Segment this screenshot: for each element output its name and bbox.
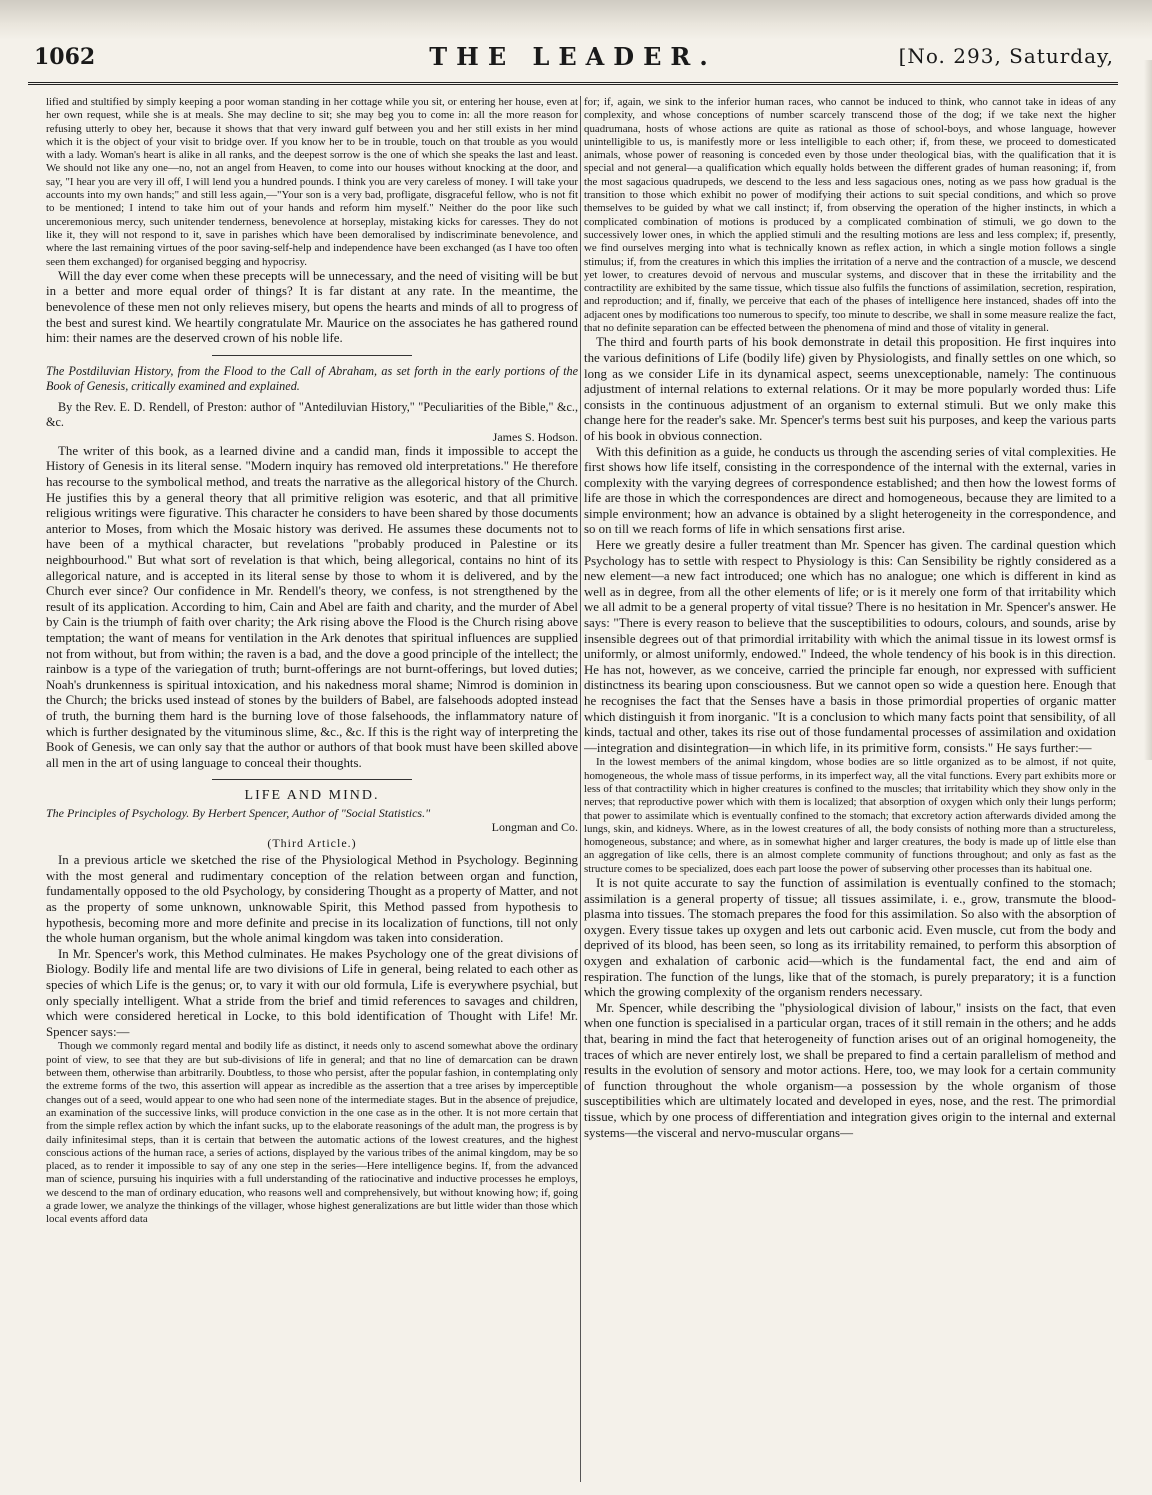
scan-shadow <box>0 0 1152 40</box>
block-quote: In the lowest members of the animal kingdom, whose bodies are so little organized as to be almost, if not quite, homogeneous, the whole mass of tissue performs, in its imperfect way, all the vital functions. Every part exhibits more or less of that contractility which in higher creatures is confined to the muscles; that irritability which they show only in the nerves; that reproductive power which with them is localized; that absorption of oxygen which only their lungs perform; that power to assimilate which is eventually confined to the stomach; that excretory action afterwards divided among the lungs, skin, and kidneys. Where, as in the lowest creatures of all, the body consists of nothing more than a structureless, homogeneous, substance; and where, as in somewhat higher and larger creatures, the body is made up of little else than an aggregation of like cells, there is an almost complete community of functions throughout; and only as fast as the structure comes to be specialized, does each part loose the power of subserving other processes than its habitual one. <box>584 756 1116 875</box>
issue-label: [No. 293, Saturday, <box>898 44 1114 68</box>
paragraph: Mr. Spencer, while describing the "physiological division of labour," insists on the fact, that even when one function is specialised in a particular organ, traces of it still remain in the others; and he adds that, bearing in mind the fact that heterogeneity of function arises out of an original homogeneity, the traces of which are never entirely lost, we shall be prepared to find a certain parallelism of method and results in the evolution of sensory and motor actions. Here, too, we may look for a certain community of function throughout the whole organism—a possession by the whole organism of those susceptibilities which are ultimately located and developed in eyes, nose, and the rest. The primordial tissue, which by one process of differentiation and integration gives origin to the internal and external systems—the visceral and nervo-muscular organs— <box>584 1000 1116 1140</box>
review-title: The Postdiluvian History, from the Flood to the Call of Abraham, as set forth in the early portions of the Book of Genesis, critically examined and explained. <box>46 363 578 393</box>
left-column <box>46 96 578 1484</box>
section-subtitle: The Principles of Psychology. By Herbert Spencer, Author of "Social Statistics." <box>46 806 431 821</box>
divider <box>212 779 412 780</box>
paragraph: In a previous article we sketched the rise of the Physiological Method in Psychology. Beginning with the most general and rudimentary conception of the relation between organ and function, fundamentally opposed to the old Psychology, by considering Thought as a property of Matter, and not as the property of some unknown, unknowable Spirit, this Method passed from hypothesis to hypothesis, becoming more and more definite and precise in its localization of functions, till not only the whole human organism, but the whole animal kingdom was taken into consideration. <box>46 853 578 946</box>
masthead: THE LEADER. <box>429 42 717 71</box>
column-divider <box>580 96 581 1482</box>
page-header <box>28 42 1118 85</box>
paragraph: With this definition as a guide, he conducts us through the ascending series of vital complexities. He first shows how life itself, consisting in the correspondence of the internal with the external, varies in complexity with the varying degrees of correspondence established; and then how the lowest forms of life are those in which the correspondences are direct and homogeneous, because they are limited to a simple environment; how an advance is obtained by a slight heterogeneity in the correspondence, and so on till we reach forms of life in which sensations first arise. <box>584 444 1116 537</box>
paragraph: It is not quite accurate to say the function of assimilation is eventually confined to the stomach; assimilation is a general property of tissue; all tissues assimilate, i. e., grow, transmute the blood-plasma into tissues. The stomach prepares the food for this assimilation. So also with the absorption of oxygen. Every tissue takes up oxygen and lets out carbonic acid. Even muscle, cut from the body and deprived of its blood, has been seen, so long as its irritability remained, to perform this absorption of oxygen and exhalation of carbonic acid—which is the fundamental fact, the end and aim of respiration. The function of the lungs, like that of the stomach, is purely preparatory; it is a function which the growing complexity of the organism renders necessary. <box>584 876 1116 1000</box>
review-publisher: James S. Hodson. <box>492 429 578 444</box>
paragraph: Here we greatly desire a fuller treatment than Mr. Spencer has given. The cardinal question which Psychology has to settle with respect to Physiology is this: Can Sensibility be rightly considered as a new element—a new fact introduced; one which has no analogue; one which is different in kind as well as in degree, from all the other elements of life; or is it merely one form of that irritability which we all admit to be a general property of vital tissue? There is no hesitation in Mr. Spencer's answer. He says: "There is every reason to believe that the susceptibilities to odours, colours, and sounds, arise by insensible degrees out of that primordial irritability with which the animal tissue in its lowest ormsf is uniformly, or almost uniformly, endowed." Indeed, the whole tendency of his book is in this direction. He has not, however, as we conceive, carried the principle far enough, nor expressed with sufficient distinctness its bearing upon consciousness. But we cannot open so wide a question here. Enough that he recognises the fact that the Senses have a basis in those primordial properties of organic matter which distinguish it from inorganic. "It is a conclusion to which many facts point that sensibility, of all kinds, tactual and other, takes its rise out of those fundamental processes of assimilation and oxidation—integration and disintegration—in which life, in its primitive form, consists." He says further:— <box>584 538 1116 755</box>
paragraph: The third and fourth parts of his book demonstrate in detail this proposition. He first inquires into the various definitions of Life (bodily life) given by Physiologists, and finally settles on one which, so long as we consider Life in its dynamical aspect, seems unexceptionable, namely: The continuous adjustment of internal relations to external relations. Or it may be more popularly worded thus: Life consists in the continuous adjustment of an organism to external stimuli. But we only make this change here for the reader's sake. Mr. Spencer's terms best suit his purposes, and keep the various parts of his book in obvious connection. <box>584 335 1116 443</box>
paragraph-continued: lified and stultified by simply keeping a poor woman standing in her cottage while you sit, or entering her house, even at her own request, while she is at meals. She may decline to sit; she may beg you to come in: all the more reason for refusing utterly to obey her, because it shows that that very inward gulf between you and her still exists in her mind which it is the object of your visit to bridge over. If you know her to be in trouble, touch on that trouble as you would with a lady. Woman's heart is alike in all ranks, and the deepest sorrow is the one of which she speaks the last and least. We should not like any one—no, not an angel from Heaven, to come into our houses without knocking at the door, and say, "I hear you are very ill off, I will lend you a hundred pounds. I think you are very careless of money. I will take your accounts into my own hands;" and still less again,—"Your son is a very bad, profligate, disgraceful fellow, who is not fit to be mentioned; I intend to take him out of your hands and reform him myself." Neither do the poor like such unceremonious mercy, such unitender tenderness, benevolence at horseplay, mistaking kicks for caresses. They do not like it, they will not respond to it, save in parishes which have been demoralised by indiscriminate benevolence, and where the last remaining virtues of the poor saving-self-help and independence have been exchanged (as I have too often seen them exchanged) for organised begging and hypocrisy. <box>46 96 578 268</box>
paragraph: In Mr. Spencer's work, this Method culminates. He makes Psychology one of the great divisions of Biology. Bodily life and mental life are two divisions of Life in general, being related to each other as species of which Life is the genus; or, to vary it with our old formula, Life is everywhere psychial, but only specially intelligent. What a stride from the brief and timid references to savages and children, which were considered heretical in Locke, to this bold identification of Thought with Life! Mr. Spencer says:— <box>46 946 578 1039</box>
article-label: (Third Article.) <box>267 836 357 851</box>
page-number: 1062 <box>34 44 96 70</box>
paragraph: Will the day ever come when these precepts will be unnecessary, and the need of visiting will be but in a better and more equal order of things? It is far distant at any rate. In the meantime, the benevolence of these men not only relieves misery, but opens the hearts and minds of all to progress of the best and surest kind. We heartily congratulate Mr. Maurice on the associates he has gathered round him: their names are the deserved crown of his noble life. <box>46 268 578 346</box>
block-quote-continued: for; if, again, we sink to the inferior human races, who cannot be induced to think, who cannot take in ideas of any complexity, and whose conceptions of number scarcely transcend those of the dog; if we take next the higher quadrumana, hosts of whose actions are quite as rational as those of school-boys, and whose language, however unintelligible to us, is manifestly more or less intelligible to each other; if, from these, we proceed to domesticated animals, whose power of reasoning is conceded even by those under theological bias, with the qualification that it is special and not general—a qualification which equally holds between the different grades of human reasoning; if, from the most sagacious quadrupeds, we descend to the less and less sagacious ones, noting as we pass how gradual is the transition to those which exhibit no power of modifying their actions to suit special conditions, and which so prove themselves to be guided by what we call instinct; if, from observing the operation of the higher instincts, in which a complicated combination of motions is produced by a complicated combination of stimuli, we go down to the successively lower ones, in which the applied stimuli and the resulting motions are less and less complex; if, presently, we find ourselves merging into what is technically known as reflex action, in which a single motion follows a single stimulus; if, from the creatures in which this implies the irritation of a nerve and the contraction of a muscle, we descend yet lower, to creatures devoid of nervous and muscular systems, and discover that in these the irritability and the contractility are exhibited by the same tissue, which tissue also fulfils the functions of assimilation, secretion, respiration, and reproduction; and if, finally, we perceive that each of the phases of intelligence here instanced, shades off into the adjacent ones by modifications too numerous to specify, too minute to describe, we shall in some measure realize the fact, that no definite separation can be effected between the phenomena of mind and those of vitality in general. <box>584 96 1116 335</box>
right-column <box>584 96 1116 1484</box>
page-edge <box>1144 60 1152 760</box>
divider <box>212 355 412 356</box>
review-author: By the Rev. E. D. Rendell, of Preston: author of "Antediluvian History," "Peculiarities of the Bible," &c., &c. <box>46 399 578 429</box>
section-publisher: Longman and Co. <box>491 820 578 835</box>
paragraph: The writer of this book, as a learned divine and a candid man, finds it impossible to accept the History of Genesis in its literal sense. "Modern inquiry has removed old interpretations." He therefore has recourse to the symbolical method, and treats the narrative as the allegorical history of the Church. He justifies this by a general theory that all primitive religion was esoteric, and that all primitive religious writings were figurative. This character he considers to have been shared by those documents anterior to Moses, from which the Mosaic history was derived. He assumes these documents not to have been of a mythical character, but revelations "probably produced in Palestine or its neighbourhood." But what sort of revelation is that which, being allegorical, contains no hint of its allegorical nature, and is accepted in its literal sense by those to whom it is delivered, and by the Church ever since? Our confidence in Mr. Rendell's theory, we confess, is not strengthened by the result of its application. According to him, Cain and Abel are faith and charity, and the murder of Abel by Cain is the triumph of faith over charity; the Ark rising above the Flood is the Church rising above temptation; the want of means for ventilation in the Ark denotes that spiritual influences are supplied not from without, but from within; the raven is a bad, and the dove a good principle of the intellect; the rainbow is a type of the variegation of truth; burnt-offerings are not burnt-offerings, but loved duties; Noah's drunkenness is spiritual intoxication, and his nakedness moral shame; Nimrod is dominion in the Church; the bricks used instead of stones by the builders of Babel, are falsehoods adopted instead of truth, the burning them hard is the burning love of those falsehoods, the inflammatory nature of which is further designated by the vituminous slime, &c., &c. If this is the right way of interpreting the Book of Genesis, we can only say that the author or authors of that book must have been skilled above all men in the art of using language to conceal their thoughts. <box>46 443 578 770</box>
block-quote: Though we commonly regard mental and bodily life as distinct, it needs only to ascend somewhat above the ordinary point of view, to see that they are but sub-divisions of life in general; and that no line of demarcation can be drawn between them, otherwise than arbitrarily. Doubtless, to those who persist, after the popular fashion, in contemplating only the extreme forms of the two, this assertion will appear as incredible as the assertion that a tree arises by imperceptible changes out of a seed, would appear to one who had seen none of the intermediate stages. But in the absence of prejudice, an examination of the successive links, will produce conviction in the one case as in the other. It is not more certain that from the simple reflex action by which the infant sucks, up to the elaborate reasonings of the adult man, the progress is by daily infinitesimal steps, than it is certain that between the automatic actions of the lowest creatures, and the highest conscious actions of the human race, a series of actions, displayed by the various tribes of the animal kingdom, may be so placed, as to render it impossible to say of any one step in the series—Here intelligence begins. If, from the advanced man of science, pursuing his inquiries with a full understanding of the ratiocinative and inductive processes he employs, we descend to the man of ordinary education, who reasons well and comprehensively, but without knowing how; if, going a grade lower, we analyze the thinkings of the villager, whose highest generalizations are but little wider than those which local events afford data <box>46 1040 578 1226</box>
section-title: LIFE AND MIND. <box>244 788 380 804</box>
